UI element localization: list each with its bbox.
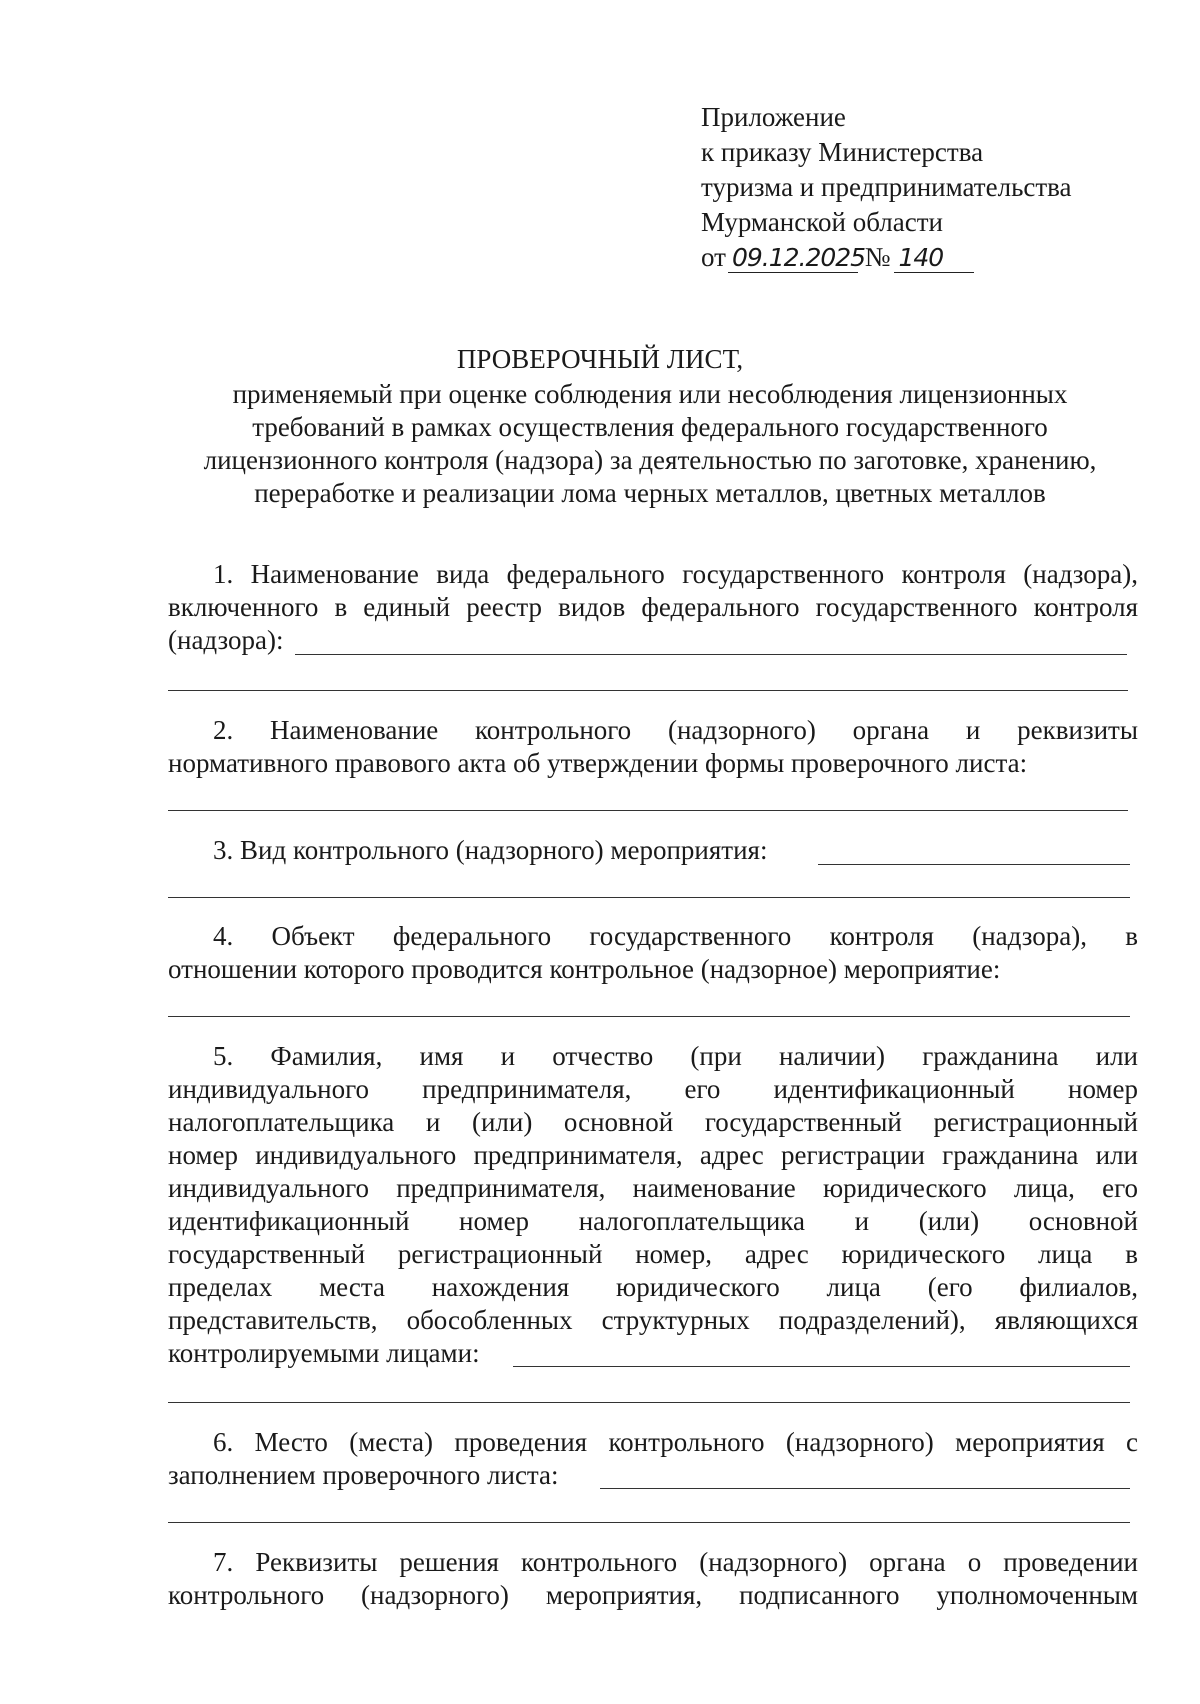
item-5 (168, 1040, 1138, 1370)
fill-line-3a[interactable] (818, 864, 1130, 865)
fill-line-3b[interactable] (168, 897, 1130, 898)
appendix-line-4: Мурманской области (701, 207, 943, 237)
subtitle-line: применяемый при оценке соблюдения или несоблюдения лицензионных (232, 379, 1068, 409)
item-5-line: налогоплательщика и (или) основной государственный регистрационный (168, 1107, 1138, 1137)
item-5-line: номер индивидуального предпринимателя, адрес регистрации гражданина или (168, 1140, 1138, 1170)
item-5-line: государственный регистрационный номер, адрес юридического лица в (168, 1239, 1138, 1269)
item-2 (168, 714, 1138, 780)
subtitle-line: требований в рамках осуществления федерального государственного (252, 412, 1048, 442)
appendix-block (701, 100, 1072, 275)
item-2-line: 2. Наименование контрольного (надзорного) органа и реквизиты (213, 715, 1138, 745)
item-1-line: включенного в единый реестр видов федерального государственного контроля (168, 592, 1138, 622)
document-title: ПРОВЕРОЧНЫЙ ЛИСТ, (456, 344, 744, 374)
item-4 (168, 920, 1138, 986)
item-5-line: контролируемыми лицами: (168, 1338, 480, 1368)
item-6 (168, 1426, 1138, 1492)
appendix-line-3: туризма и предпринимательства (701, 172, 1072, 202)
item-5-line: пределах места нахождения юридического лица (его филиалов, (168, 1272, 1138, 1302)
fill-line-5b[interactable] (168, 1402, 1130, 1403)
item-3-line: 3. Вид контрольного (надзорного) мероприятия: (213, 835, 768, 865)
item-7-line: 7. Реквизиты решения контрольного (надзорного) органа о проведении (213, 1547, 1138, 1577)
item-5-line: индивидуального предпринимателя, его идентификационный номер (168, 1074, 1138, 1104)
item-3 (168, 834, 1138, 867)
item-2-line: нормативного правового акта об утверждении формы проверочного листа: (168, 748, 1028, 778)
item-5-line: представительств, обособленных структурных подразделений), являющихся (168, 1305, 1138, 1335)
fill-line-2[interactable] (168, 810, 1128, 811)
item-1 (168, 558, 1138, 657)
item-4-line: отношении которого проводится контрольное (надзорное) мероприятие: (168, 954, 1001, 984)
item-5-line: 5. Фамилия, имя и отчество (при наличии) гражданина или (213, 1041, 1138, 1071)
item-4-line: 4. Объект федерального государственного контроля (надзора), в (213, 921, 1138, 951)
item-7-line: контрольного (надзорного) мероприятия, подписанного уполномоченным (168, 1580, 1138, 1610)
fill-line-1b[interactable] (168, 690, 1128, 691)
item-1-line: 1. Наименование вида федерального государственного контроля (надзора), (213, 559, 1138, 589)
fill-line-4[interactable] (168, 1016, 1130, 1017)
date-prefix: от (701, 242, 726, 272)
fill-line-6b[interactable] (168, 1522, 1130, 1523)
document-subtitle (160, 378, 1140, 510)
subtitle-line: переработке и реализации лома черных металлов, цветных металлов (254, 478, 1046, 508)
appendix-line-2: к приказу Министерства (701, 137, 984, 167)
number-prefix: № (864, 242, 891, 272)
item-7 (168, 1546, 1138, 1612)
subtitle-line: лицензионного контроля (надзора) за деятельностью по заготовке, хранению, (203, 445, 1097, 475)
item-6-line: заполнением проверочного листа: (168, 1460, 559, 1490)
handwritten-date: 09.12.2025 (728, 244, 858, 273)
fill-line-5a[interactable] (513, 1366, 1130, 1367)
fill-line-6a[interactable] (600, 1488, 1130, 1489)
fill-line-1a[interactable] (295, 654, 1127, 655)
appendix-date-line (701, 240, 1072, 275)
appendix-line-1: Приложение (701, 102, 846, 132)
item-1-line: (надзора): (168, 625, 284, 655)
item-5-line: идентификационный номер налогоплательщика и (или) основной (168, 1206, 1138, 1236)
item-6-line: 6. Место (места) проведения контрольного (надзорного) мероприятия с (213, 1427, 1138, 1457)
item-5-line: индивидуального предпринимателя, наименование юридического лица, его (168, 1173, 1138, 1203)
handwritten-number: 140 (894, 244, 974, 273)
